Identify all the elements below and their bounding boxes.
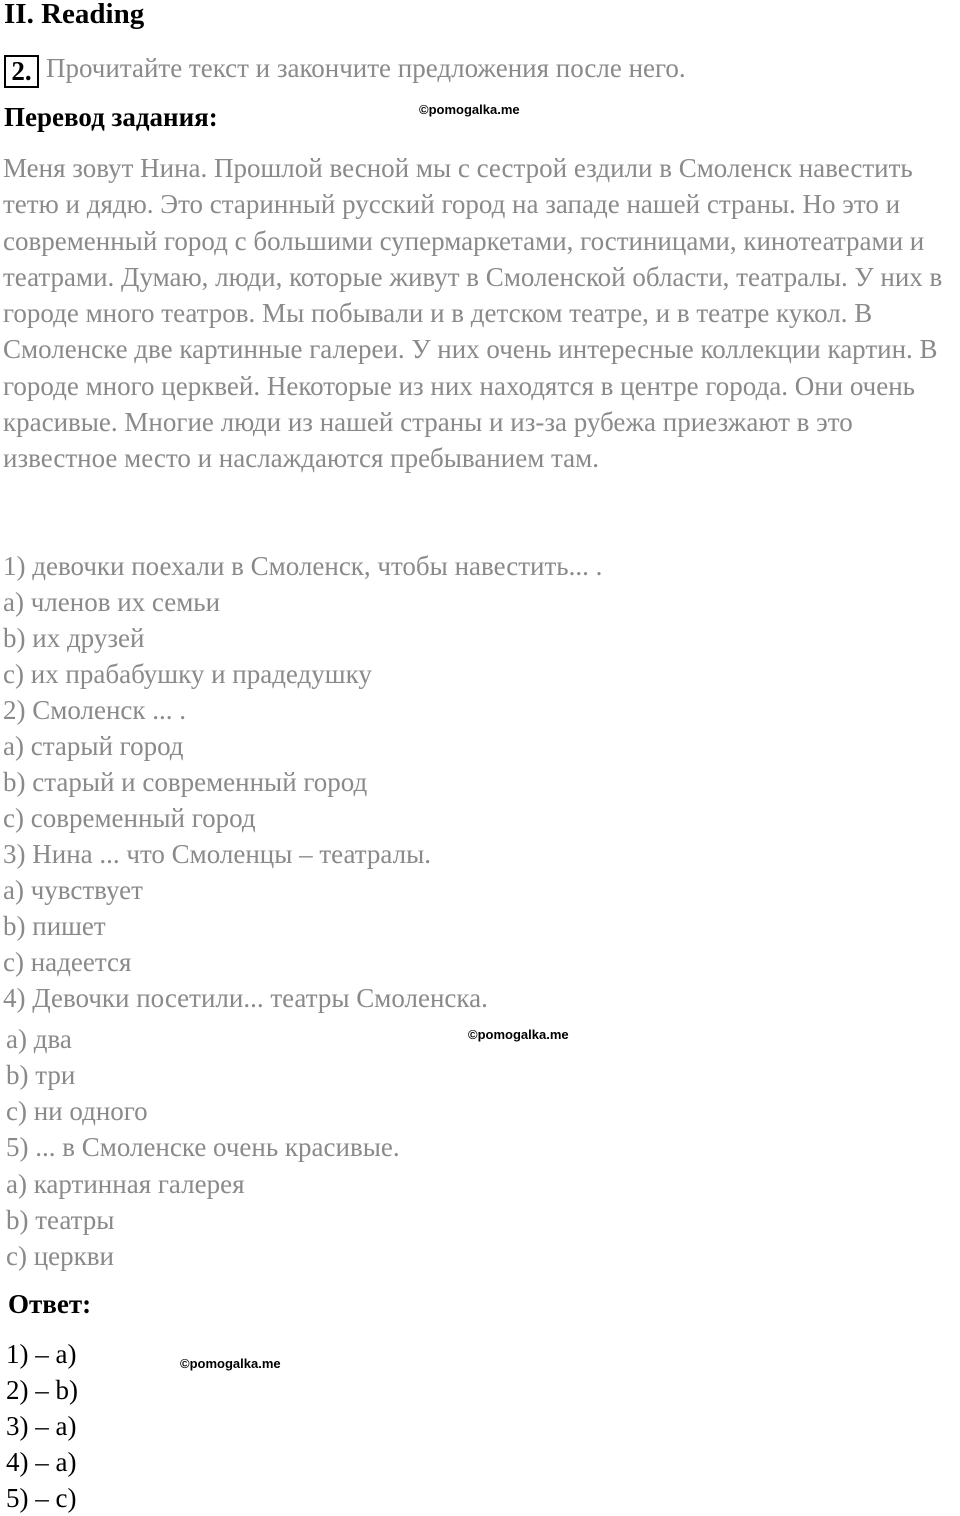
task-instruction: Прочитайте текст и закончите предложения после него. — [46, 53, 686, 83]
question-option: b) их друзей — [3, 623, 145, 653]
answer-item: 1) – a) — [6, 1339, 77, 1369]
question-option: a) членов их семьи — [3, 587, 221, 617]
question-option: a) два — [6, 1024, 72, 1054]
question-option: a) старый город — [3, 731, 184, 761]
watermark: ©pomogalka.me — [419, 102, 520, 117]
question-stem: 1) девочки поехали в Смоленск, чтобы навестить... . — [3, 551, 603, 581]
answer-item: 2) – b) — [6, 1375, 78, 1405]
question-stem: 4) Девочки посетили... театры Смоленска. — [3, 983, 488, 1013]
reading-passage: Меня зовут Нина. Прошлой весной мы с сестрой ездили в Смоленск навестить тетю и дядю. Это старинный русский город на западе нашей страны. Но это и современный город с большими супермаркетами, гостиницами, кинотеатрами и театрами. Думаю, люди, которые живут в Смоленской области, театралы. У них в городе много театров. Мы побывали и в детском театре, и в театре кукол. В Смоленске две картинные галереи. У них очень интересные коллекции картин. В городе много церквей. Некоторые из них находятся в центре города. Они очень красивые. Многие люди из нашей страны и из-за рубежа приезжают в это известное место и наслаждаются пребыванием там. — [3, 153, 943, 474]
question-option: b) три — [6, 1060, 76, 1090]
task-number: 2. — [4, 55, 39, 88]
question-stem: 3) Нина ... что Смоленцы – театралы. — [3, 839, 431, 869]
question-option: c) ни одного — [6, 1096, 148, 1126]
question-option: c) церкви — [6, 1241, 114, 1271]
watermark: ©pomogalka.me — [468, 1027, 569, 1042]
question-option: c) надеется — [3, 947, 132, 977]
question-stem: 5) ... в Смоленске очень красивые. — [6, 1132, 400, 1162]
question-option: c) их прабабушку и прадедушку — [3, 659, 372, 689]
answer-item: 3) – a) — [6, 1411, 77, 1441]
question-option: c) современный город — [3, 803, 256, 833]
question-option: a) картинная галерея — [6, 1169, 245, 1199]
translation-heading: Перевод задания: — [4, 102, 218, 132]
question-stem: 2) Смоленск ... . — [3, 695, 186, 725]
question-option: b) театры — [6, 1205, 115, 1235]
question-option: b) старый и современный город — [3, 767, 368, 797]
question-option: a) чувствует — [3, 875, 143, 905]
answer-heading: Ответ: — [8, 1289, 92, 1319]
section-title: II. Reading — [4, 0, 145, 30]
answer-item: 5) – c) — [6, 1483, 77, 1513]
answer-item: 4) – a) — [6, 1447, 77, 1477]
question-option: b) пишет — [3, 911, 106, 941]
watermark: ©pomogalka.me — [180, 1356, 281, 1371]
